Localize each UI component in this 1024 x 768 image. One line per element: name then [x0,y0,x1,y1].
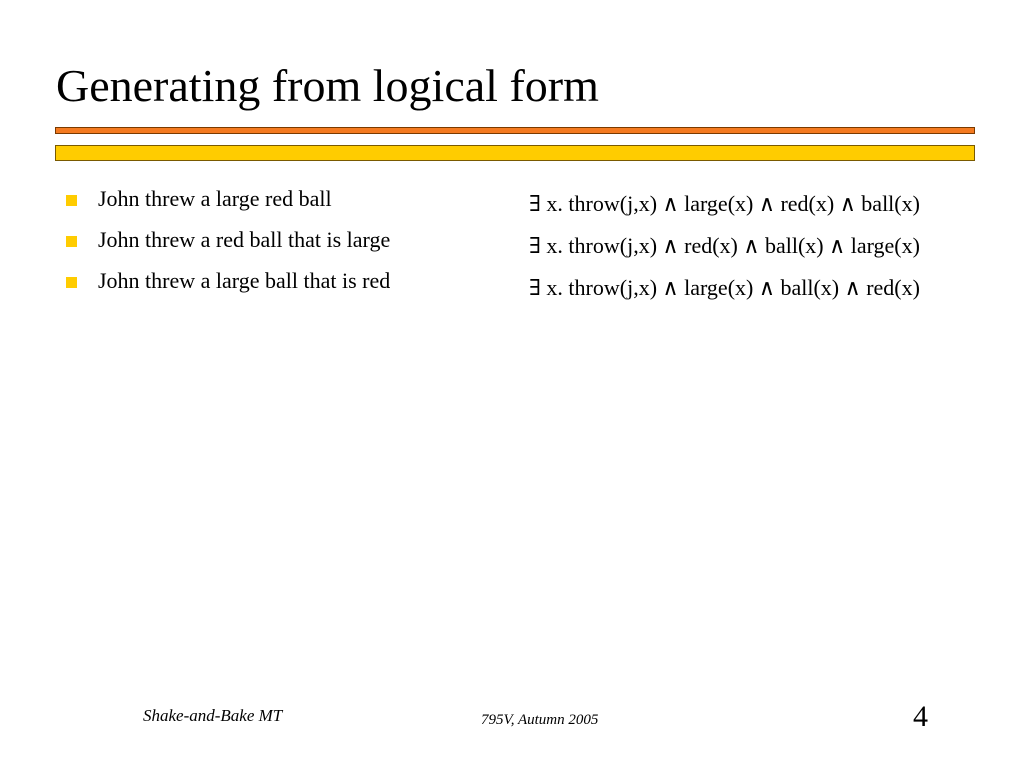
footer-course: 795V, Autumn 2005 [481,712,599,728]
logical-form-item: ∃ x. throw(j,x) ∧ large(x) ∧ ball(x) ∧ red(x) [529,275,920,300]
list-item [66,185,496,213]
square-bullet-icon [66,195,77,206]
slide-title: Generating from logical form [56,60,599,111]
list-item [66,267,496,295]
list-item [66,226,496,254]
sentence-text: John threw a large ball that is red [98,268,391,293]
logical-form-list [529,187,949,313]
page-number: 4 [913,700,928,733]
sentence-text: John threw a red ball that is large [98,227,391,252]
square-bullet-icon [66,236,77,247]
title-divider-yellow [55,145,975,161]
square-bullet-icon [66,277,77,288]
logical-form-item: ∃ x. throw(j,x) ∧ red(x) ∧ ball(x) ∧ large(x) [529,233,920,258]
sentence-text: John threw a large red ball [98,186,332,211]
logical-form-item: ∃ x. throw(j,x) ∧ large(x) ∧ red(x) ∧ ball(x) [529,191,920,216]
footer-title: Shake-and-Bake MT [143,706,283,725]
sentence-list [66,185,496,308]
title-divider-orange [55,127,975,134]
